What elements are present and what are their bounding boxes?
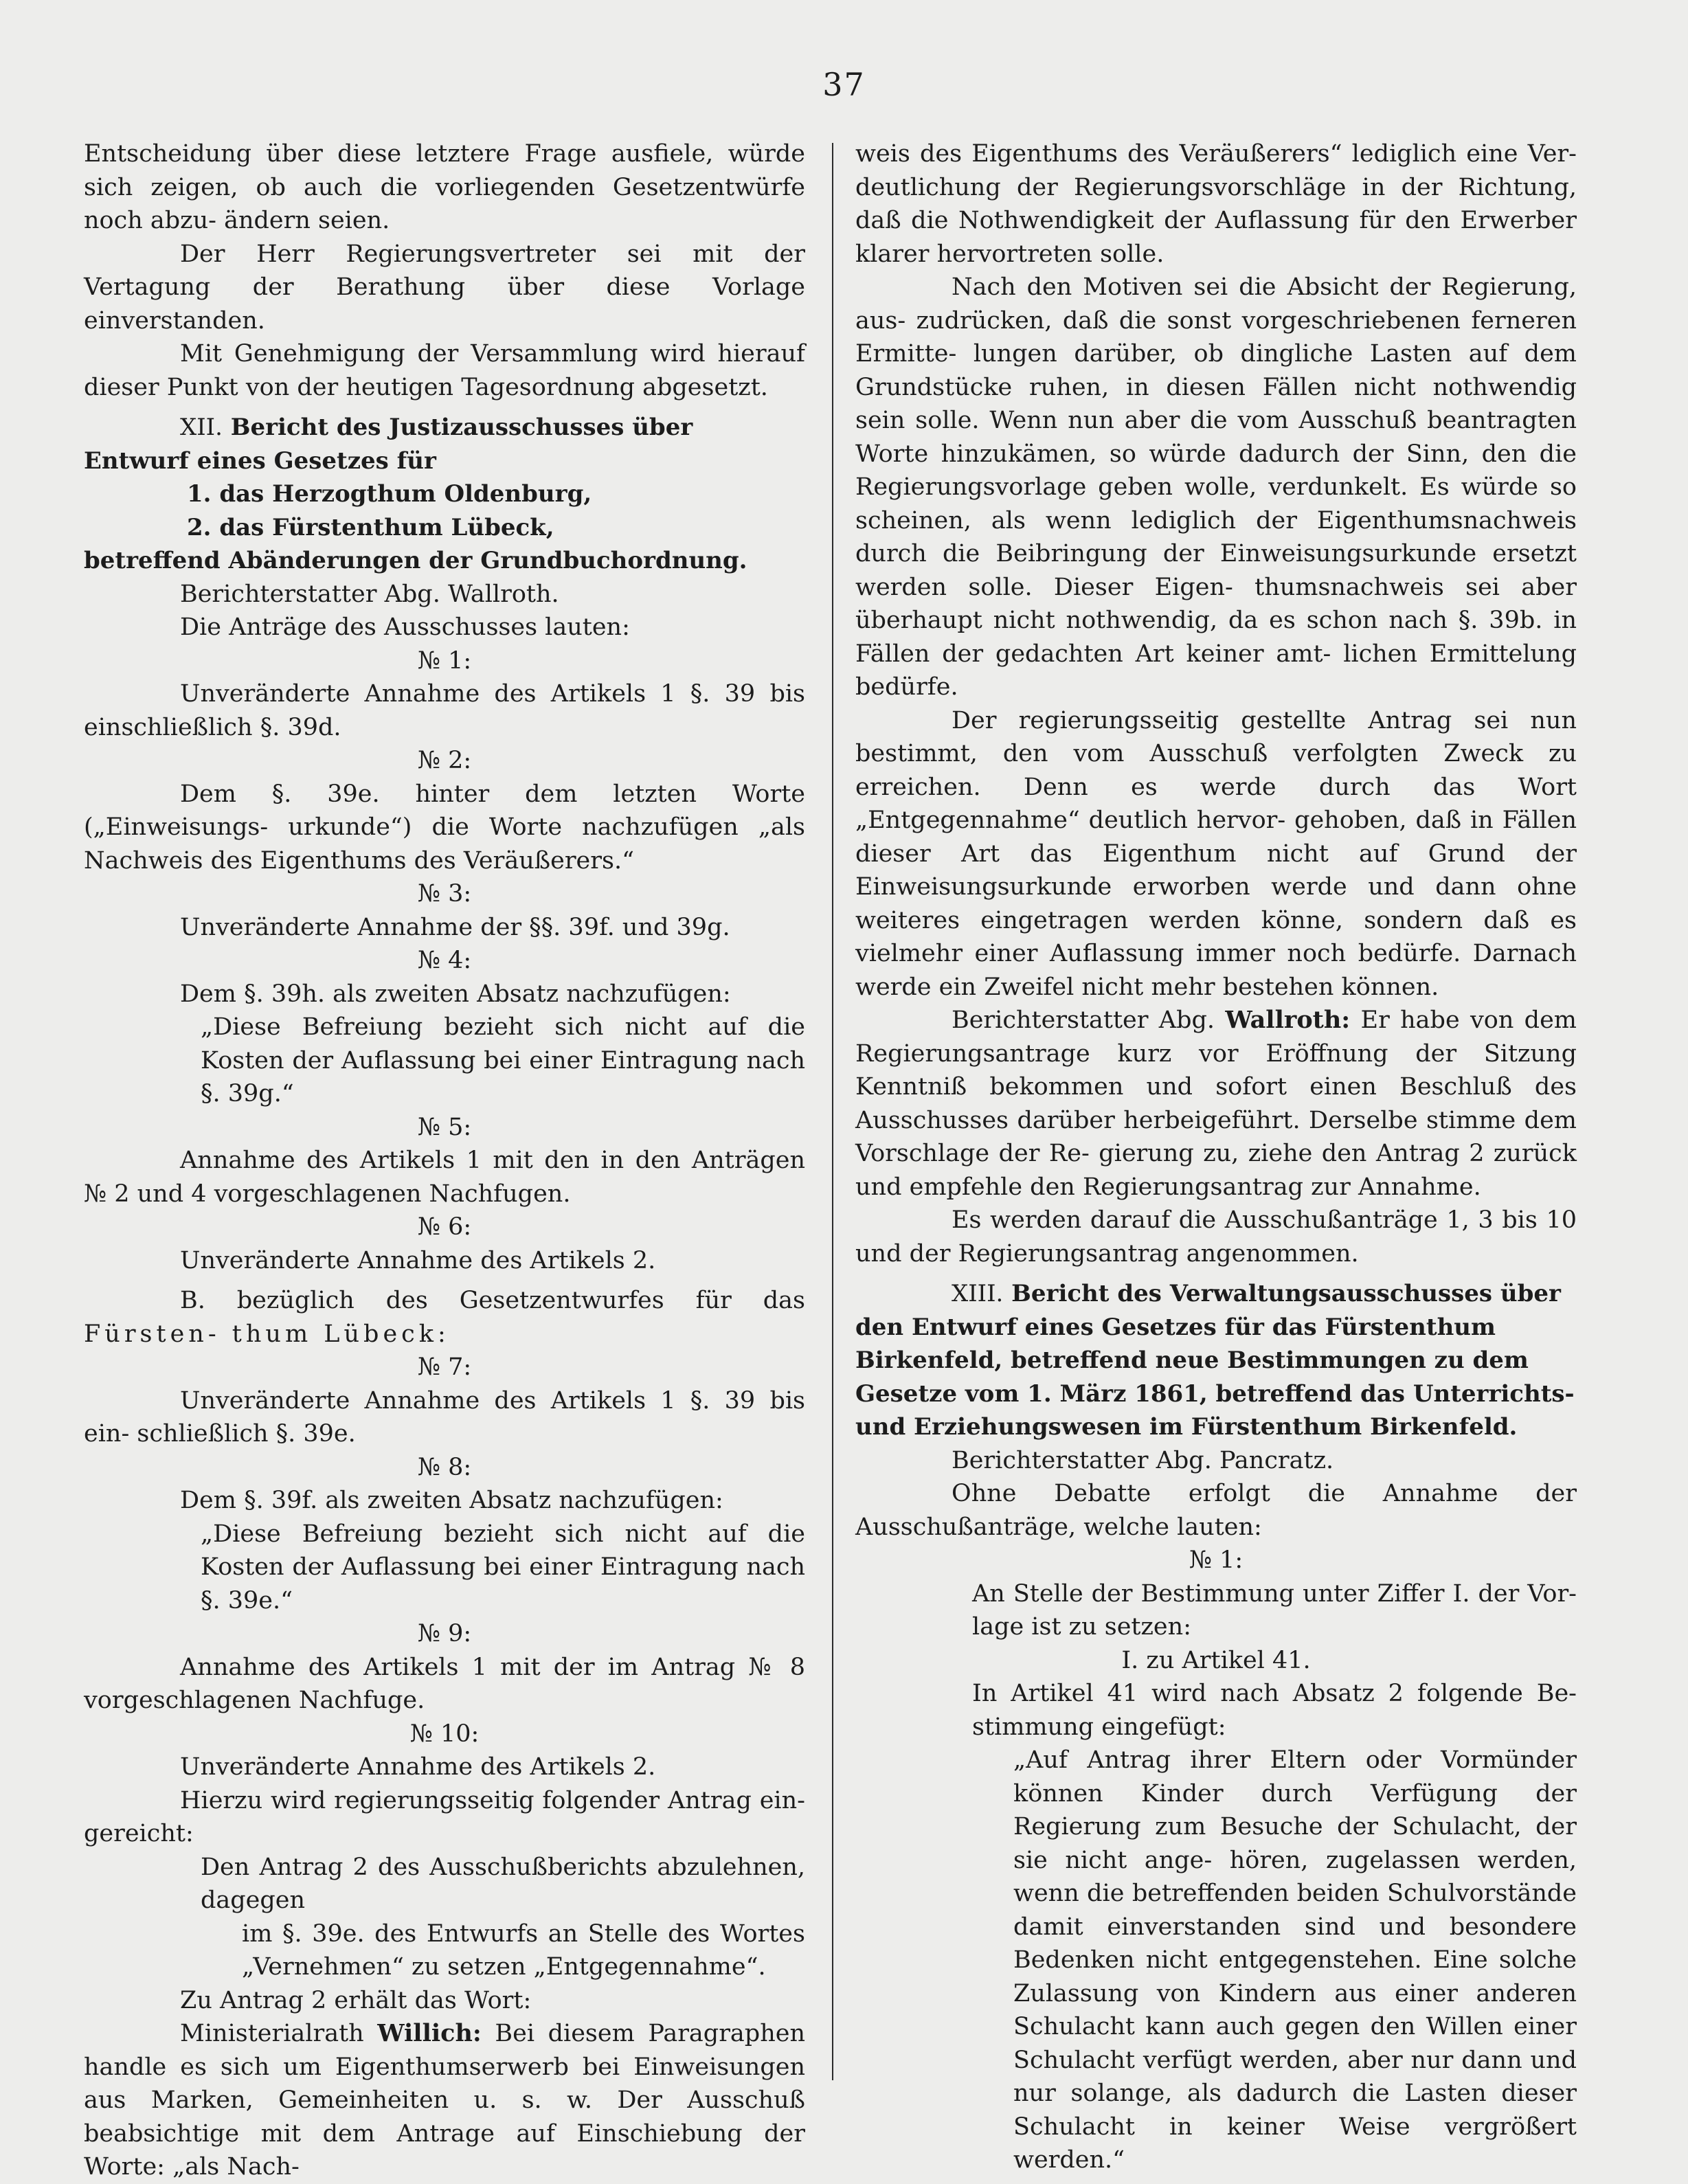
motion-text: Unveränderte Annahme des Artikels 1 §. 39 bis ein- schließlich §. 39e. — [84, 1386, 805, 1448]
paragraph: Der regierungsseitig gestellte Antrag sei nun bestimmt, den vom Ausschuß verfolgten Zweck zu erreichen. Denn es werde durch das Wort „Entgegennahme“ deutlich hervor- gehoben, daß in Fällen dieser Art das Eigenthum nicht auf Grund der Einweisungsurkunde erworben werde und dann ohne weiteres eingetragen werden könne, sondern daß es vielmehr einer Auflassung immer noch bedürfe. Darnach werde ein Zweifel nicht mehr bestehen können. — [855, 706, 1577, 1001]
motion-text: In Artikel 41 wird nach Absatz 2 folgende Be- stimmung eingefügt: — [972, 1680, 1577, 1741]
paragraph: Es werden darauf die Ausschußanträge 1, 3 bis 10 und der Regierungsantrag angenommen. — [855, 1206, 1577, 1268]
motion-number: № 4: — [417, 947, 472, 974]
motion-text: Unveränderte Annahme des Artikels 2. — [180, 1753, 656, 1781]
subsection-b-spaced: Fürsten- thum Lübeck: — [84, 1320, 450, 1348]
motion-number: № 8: — [417, 1453, 472, 1481]
motion-number: № 1: — [417, 646, 472, 675]
motion-text: Annahme des Artikels 1 mit den in den Anträgen № 2 und 4 vorgeschlagenen Nachfugen. — [84, 1147, 805, 1208]
motion-number: № 5: — [417, 1113, 472, 1141]
paragraph: Entscheidung über diese letztere Frage ausfiele, würde sich zeigen, ob auch die vorliegenden Gesetzentwürfe noch abzu- ändern seien. — [84, 140, 805, 234]
paragraph: Hierzu wird regierungsseitig folgender Antrag ein- gereicht: — [84, 1786, 805, 1847]
subsection-b — [84, 1284, 805, 1351]
section-number: XII. — [180, 414, 223, 441]
motion-text: Unveränderte Annahme des Artikels 1 §. 39 bis einschließlich §. 39d. — [84, 680, 805, 741]
section-heading-xiii — [855, 1277, 1577, 1444]
motion-text: Dem §. 39e. hinter dem letzten Worte („Einweisungs- urkunde“) die Worte nachzufügen „als Nachweis des Eigenthums des Veräußerers.“ — [84, 780, 805, 875]
left-column — [84, 137, 805, 2184]
speaker-name: Wallroth: — [1225, 1006, 1351, 1034]
motion-text: An Stelle der Bestimmung unter Ziffer I. der Vor- lage ist zu setzen: — [972, 1579, 1577, 1641]
speech-text: Er habe von dem Regierungsantrage kurz vor Eröffnung der Sitzung Kenntniß bekommen und sofort einen Beschluß des Ausschusses darüber herbeigeführt. Derselbe stimme dem Vorschlage der Re- gierung zu, ziehe den Antrag 2 zurück und empfehle den Regierungsantrag zur Annahme. — [855, 1006, 1577, 1201]
motion-number: № 7: — [417, 1353, 472, 1381]
column-divider — [832, 143, 833, 2080]
paragraph: Zu Antrag 2 erhält das Wort: — [180, 1986, 532, 2014]
paragraph: Mit Genehmigung der Versammlung wird hierauf dieser Punkt von der heutigen Tagesordnung abgesetzt. — [84, 340, 805, 401]
speaker-title: Ministerialrath — [180, 2020, 364, 2047]
subsection-b-prefix: B. bezüglich des Gesetzentwurfes für das — [180, 1287, 805, 1314]
motion-number: № 9: — [417, 1620, 472, 1647]
paragraph: weis des Eigenthums des Veräußerers“ lediglich eine Ver- deutlichung der Regierungsvorschläge in der Richtung, daß die Nothwendigkeit der Auflassung für den Erwerber klarer hervortreten solle. — [855, 140, 1577, 268]
motion-text: Dem §. 39f. als zweiten Absatz nachzufügen: — [180, 1487, 723, 1514]
government-motion: im §. 39e. des Entwurfs an Stelle des Wortes „Vernehmen“ zu setzen „Entgegennahme“. — [242, 1920, 805, 1981]
page-number: 37 — [822, 66, 866, 103]
motion-number: № 3: — [417, 880, 472, 908]
paragraph: Nach den Motiven sei die Absicht der Regierung, aus- zudrücken, daß die sonst vorgeschriebenen ferneren Ermitte- lungen darüber, ob dingliche Lasten auf dem Grundstücke ruhen, in diesen Fällen nicht nothwendig sein solle. Wenn nun aber die vom Ausschuß beantragten Worte hinzukämen, so würde dadurch der Sinn, den die Regierungsvorlage geben wolle, verdunkelt. Es würde so scheinen, als wenn lediglich der Eigenthumsnachweis durch die Beibringung der Einweisungsurkunde ersetzt werden solle. Dieser Eigen- thumsnachweis sei aber überhaupt nicht nothwendig, da es schon nach §. 39b. in Fällen der gedachten Art keiner amt- lichen Ermittelung bedürfe. — [855, 273, 1577, 701]
quoted-text: „Diese Befreiung bezieht sich nicht auf die Kosten der Auflassung bei einer Eintragung nach §. 39e.“ — [201, 1520, 805, 1614]
motion-number: № 10: — [409, 1720, 480, 1748]
article-heading: I. zu Artikel 41. — [1121, 1646, 1311, 1674]
speaker-title: Berichterstatter Abg. — [952, 1006, 1215, 1034]
paragraph: Ohne Debatte erfolgt die Annahme der Ausschußanträge, welche lauten: — [855, 1480, 1577, 1541]
speaker-name: Willich: — [377, 2019, 482, 2047]
reporter-line: Berichterstatter Abg. Pancratz. — [952, 1446, 1334, 1474]
motion-text: Annahme des Artikels 1 mit der im Antrag № 8 vorgeschlagenen Nachfuge. — [84, 1653, 805, 1714]
motion-number: № 1: — [1189, 1546, 1244, 1574]
speech — [855, 1004, 1577, 1204]
motion-number: № 2: — [417, 747, 472, 774]
heading-item: 1. das Herzogthum Oldenburg, — [187, 480, 592, 508]
section-title: Bericht des Justizausschusses über Entwurf eines Gesetzes für — [84, 414, 693, 475]
reporter-line: Berichterstatter Abg. Wallroth. — [180, 580, 559, 608]
section-heading-xii — [84, 411, 805, 477]
heading-item: 2. das Fürstenthum Lübeck, — [187, 513, 554, 541]
paragraph: Der Herr Regierungsvertreter sei mit der Vertagung der Berathung über diese Vorlage einverstanden. — [84, 240, 805, 335]
motion-text: Dem §. 39h. als zweiten Absatz nachzufügen: — [180, 980, 731, 1008]
section-title: Bericht des Verwaltungsausschusses über den Entwurf eines Gesetzes für das Fürstenthum Birkenfeld, betreffend neue Bestimmungen zu dem Gesetze vom 1. März 1861, betreffend das Unterrichts- und Erziehungswesen im Fürstenthum Birkenfeld. — [855, 1280, 1575, 1441]
right-column — [855, 137, 1577, 2177]
speech — [84, 2017, 805, 2184]
quoted-text: „Diese Befreiung bezieht sich nicht auf die Kosten der Auflassung bei einer Eintragung nach §. 39g.“ — [201, 1013, 805, 1107]
paragraph: Die Anträge des Ausschusses lauten: — [180, 613, 630, 641]
motion-text: Unveränderte Annahme des Artikels 2. — [180, 1246, 656, 1274]
heading-tail: betreffend Abänderungen der Grundbuchordnung. — [84, 547, 747, 574]
motion-text: Unveränderte Annahme der §§. 39f. und 39g. — [180, 913, 730, 941]
speech-text: Bei diesem Paragraphen handle es sich um Eigenthumserwerb bei Einweisungen aus Marken, Gemeinheiten u. s. w. Der Ausschuß beabsichtige mit dem Antrage auf Einschiebung der Worte: „als Nach- — [84, 2020, 805, 2181]
quoted-text: „Auf Antrag ihrer Eltern oder Vormünder können Kinder durch Verfügung der Regierung zum Besuche der Schulacht, der sie nicht ange- hören, zugelassen werden, wenn die betreffenden beiden Schulvorstände damit einverstanden sind und besondere Bedenken nicht entgegenstehen. Eine solche Zulassung von Kindern aus einer anderen Schulacht kann auch gegen den Willen einer Schulacht verfügt werden, aber nur dann und nur solange, als dadurch die Lasten dieser Schulacht in keiner Weise vergrößert werden.“ — [1013, 1746, 1577, 2174]
section-number: XIII. — [952, 1280, 1004, 1307]
government-motion: Den Antrag 2 des Ausschußberichts abzulehnen, dagegen — [201, 1853, 805, 1914]
motion-number: № 6: — [417, 1213, 472, 1241]
